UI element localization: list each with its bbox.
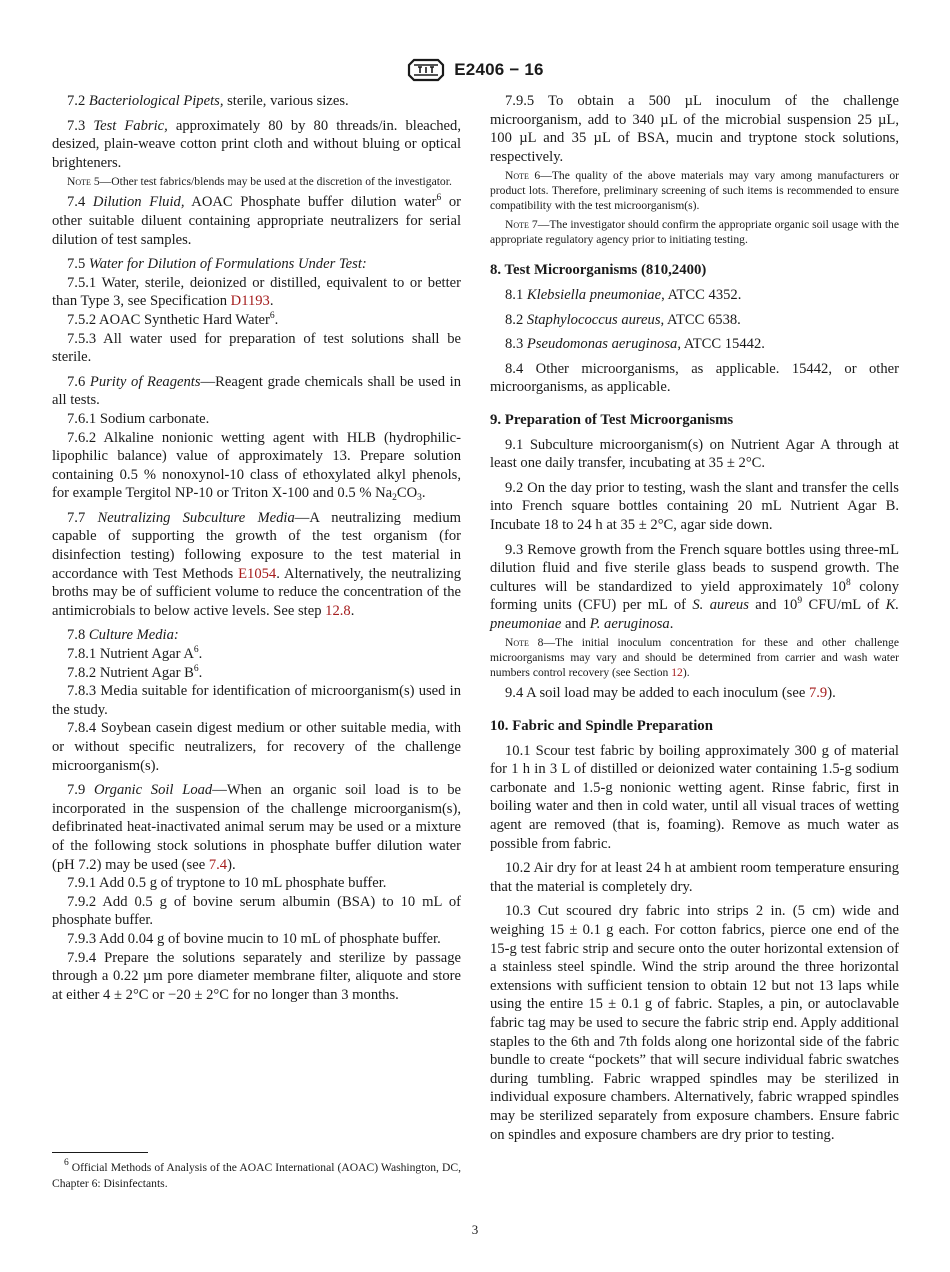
section-10-heading: 10. Fabric and Spindle Preparation — [490, 718, 713, 735]
para-9-2: 9.2 On the day prior to testing, wash the slant and transfer the cells into French square bottles containing 20 mL Nutrient Agar B. Incubate 18 to 24 h at 35 ± 2°C, agar side down. — [490, 479, 899, 533]
para-7-3: 7.3 Test Fabric, approximately 80 by 80 threads/in. bleached, desized, plain-weave cotton print cloth and without bluing or optical brighteners. — [52, 117, 461, 171]
para-8-3: 8.3 Pseudomonas aeruginosa, ATCC 15442. — [505, 336, 765, 353]
page-header — [0, 55, 950, 85]
para-7-5-2: 7.5.2 AOAC Synthetic Hard Water$^6$. — [67, 310, 279, 328]
para-8-1: 8.1 Klebsiella pneumoniae, ATCC 4352. — [505, 286, 742, 303]
para-7-2: 7.2 Bacteriological Pipets, sterile, various sizes. — [67, 93, 349, 109]
para-8-2: 8.2 Staphylococcus aureus, ATCC 6538. — [505, 311, 741, 328]
para-7-9-3: 7.9.3 Add 0.04 g of bovine mucin to 10 mL of phosphate buffer. — [67, 930, 441, 947]
para-7-5-3: 7.5.3 All water used for preparation of test solutions shall be sterile. — [52, 330, 461, 366]
para-10-2: 10.2 Air dry for at least 24 h at ambient room temperature ensuring that the material is completely dry. — [490, 860, 899, 895]
footnote-divider — [52, 1152, 148, 1153]
link-7-9[interactable]: 7.9 — [808, 685, 828, 702]
para-7-8: 7.8 Culture Media: — [67, 627, 179, 644]
astm-logo-icon — [406, 56, 446, 84]
document-designation: E2406 − 16 — [454, 60, 544, 79]
section-8-heading: 8. Test Microorganisms (810,2400) — [490, 262, 707, 279]
note-6: Note 6—The quality of the above materials may vary among manufacturers or product lots. Therefore, preliminary screening of such items is recommended to ensure compatibility with the test microorganism(s). — [490, 169, 899, 213]
para-7-8-2: 7.8.2 Nutrient Agar $B^6$. — [67, 663, 203, 681]
link-e1054[interactable]: E1054 — [238, 565, 277, 582]
right-column — [490, 92, 899, 1150]
para-7-7: 7.7 Neutralizing Subculture Media—A neutralizing medium capable of supporting the growth of the test organism (for disinfection testing) following exposure to the test material in accordance with Test Methods E1054. Alternatively, the neutralizing broths may be of sufficient volume to reduce the concentration of the antimicrobials to below active levels. See step 12.8. — [52, 509, 461, 619]
para-7-8-4: 7.8.4 Soybean casein digest medium or other suitable media, with or without specific neutralizers, for recovery of the challenge microorganism(s). — [52, 720, 461, 774]
para-7-6-1: 7.6.1 Sodium carbonate. — [67, 410, 210, 427]
para-7-8-3: 7.8.3 Media suitable for identification of microorganism(s) used in the study. — [52, 683, 461, 718]
para-7-4: 7.4 Dilution Fluid, AOAC Phosphate buffer dilution water$^6$ or other suitable diluent containing appropriate neutralizers for serial dilution of test samples. — [52, 193, 462, 248]
note-5: Note 5—Other test fabrics/blends may be used at the discretion of the investigator. — [67, 175, 452, 189]
footnote-ref[interactable]: 6 — [436, 193, 442, 204]
footnote-ref[interactable]: 6 — [193, 663, 199, 674]
para-7-6-2: 7.6.2 Alkaline nonionic wetting agent with HLB (hydrophilic-lipophilic balance) value of approximately 13. Prepare solution containing 0.5 % nonoxynol-10 class of ethoxylated alkyl phenols, for example Tergitol NP-10 or Triton X-100 and 0.5 % $Na_2CO_3$. — [52, 429, 461, 504]
link-section-12[interactable]: 12 — [671, 666, 683, 680]
para-9-3: 9.3 Remove growth from the French square bottles using three-mL dilution fluid and five sterile glass beads to suspend growth. The cultures will be standardized to yield approximately $10^8$ colony forming units (CFU) per mL of S. aureus and $10^9$ CFU/mL of K. pneumoniae and P. aeruginosa. — [490, 541, 899, 632]
note-8: Note 8—The initial inoculum concentration for these and other challenge microorganisms may vary and should be determined from carrier and wash water numbers control recovery (see Section 12). — [490, 636, 899, 680]
para-7-9-2: 7.9.2 Add 0.5 g of bovine serum albumin (BSA) to 10 mL of phosphate buffer. — [52, 893, 461, 929]
left-column — [52, 92, 461, 1004]
para-7-9: 7.9 Organic Soil Load—When an organic soil load is to be incorporated in the suspension of the challenge microorganism(s), defibrinated heat-inactivated animal serum may be used or a mixture of the following stock solutions in phosphate buffer dilution water (pH 7.2) may be used (see 7.4). — [52, 782, 461, 873]
para-7-5-1: 7.5.1 Water, sterile, deionized or distilled, equivalent to or better than Type 3, see Specification D1193. — [52, 274, 461, 310]
para-7-9-1: 7.9.1 Add 0.5 g of tryptone to 10 mL phosphate buffer. — [67, 875, 387, 892]
para-7-9-4: 7.9.4 Prepare the solutions separately and sterilize by passage through a 0.22 µm pore diameter membrane filter, aliquote and store at either 4 ± 2°C or −20 ± 2°C for no longer than 3 months. — [52, 949, 461, 1003]
footnote-ref[interactable]: 6 — [269, 310, 275, 321]
note-7: Note 7—The investigator should confirm the appropriate organic soil usage with the appropriate regulatory agency prior to initiating testing. — [490, 218, 899, 247]
para-9-1: 9.1 Subculture microorganism(s) on Nutrient Agar A through at least one daily transfer, incubating at 35 ± 2°C. — [490, 436, 899, 472]
link-step-12-8[interactable]: 12.8 — [325, 602, 351, 619]
para-7-5: 7.5 Water for Dilution of Formulations Under Test: — [67, 256, 367, 273]
page-number: 3 — [471, 1222, 479, 1237]
para-7-9-5: 7.9.5 To obtain a 500 µL inoculum of the challenge microorganism, add to 340 µL of the microbial suspension 25 µL, 100 µL and 35 µL of BSA, mucin and tryptone stock solutions, respectively. — [490, 93, 899, 165]
para-7-6: 7.6 Purity of Reagents—Reagent grade chemicals shall be used in all tests. — [52, 373, 462, 409]
para-8-4: 8.4 Other microorganisms, as applicable. 15442, or other microorganisms, as applicable. — [490, 360, 899, 396]
para-7-8-1: 7.8.1 Nutrient Agar $A^6$. — [67, 645, 203, 663]
footnote-6: $^6$ Official Methods of Analysis of the AOAC International (AOAC) Washington, DC, Chapter 6: Disinfectants. — [52, 1158, 461, 1190]
para-10-1: 10.1 Scour test fabric by boiling approximately 300 g of material for 1 h in 3 L of distilled or deionized water containing 1.5-g sodium carbonate and 1.5-g nonionic wetting agent. Rinse fabric, first in boiling water and then in cold water, until all visual traces of wetting agent are removed (that is, foaming). Remove as much water as possible from fabric. — [490, 742, 899, 852]
para-10-3: 10.3 Cut scoured dry fabric into strips 2 in. (5 cm) wide and weighing 15 ± 0.1 g each. For cotton fabrics, pierce one end of the 15-g test fabric strip and secure onto the outer horizontal extension of a stainless steel spindle. Wind the strip around the three horizontal extensions with sufficient tension to obtain 12 but not 13 laps while using the entire 15 ± 0.1 g of fabric. Staples, a pin, or autoclavable fabric tag may be used to secure the fabric strip end. Apply additional staples to the 6th and 7th folds along one horizontal side of the fabric bundle to create “pockets” that will secure individual fabric swatches during tumbling. Fabric wrapped spindles may be sterilized in individual exposure chambers. Alternatively, fabric wrapped spindles may be sterilized separately from exposure chambers. Ensure fabric on spindles and exposure chambers are dry prior to testing. — [490, 903, 899, 1143]
footnote-ref[interactable]: 6 — [193, 645, 199, 656]
link-d1193[interactable]: D1193 — [230, 293, 270, 310]
link-7-4[interactable]: 7.4 — [208, 856, 228, 873]
para-9-4: 9.4 A soil load may be added to each inoculum (see 7.9). — [505, 685, 836, 702]
section-9-heading: 9. Preparation of Test Microorganisms — [490, 411, 734, 428]
